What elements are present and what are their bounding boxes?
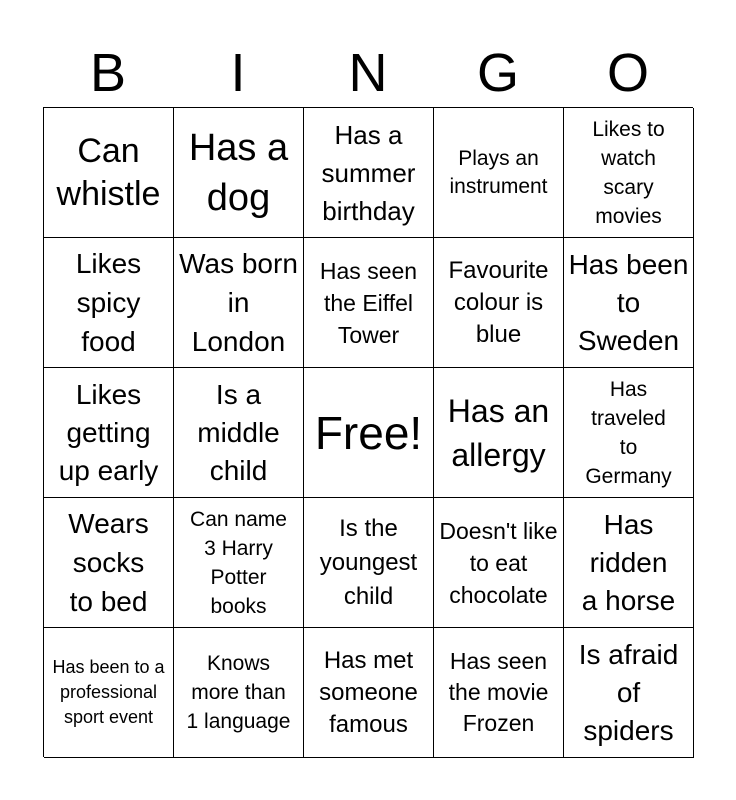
cell-text: Has seen the movie Frozen [448, 648, 549, 736]
cell-text: Has been to a professional sport event [52, 657, 165, 727]
cell-text: Has an allergy [447, 392, 550, 473]
cell-text: Likes getting up early [58, 378, 159, 486]
cell-text: Is the youngest child [319, 514, 418, 610]
bingo-cell[interactable] [304, 108, 434, 238]
bingo-free-cell[interactable] [304, 368, 434, 498]
cell-text: Is afraid of spiders [578, 638, 679, 746]
cell-text: Can whistle [56, 131, 161, 213]
bingo-cell[interactable] [174, 628, 304, 758]
bingo-cell[interactable] [564, 238, 694, 368]
header-letter-n: N [348, 43, 388, 103]
bingo-cell[interactable] [564, 368, 694, 498]
header-letter-g: G [476, 43, 519, 103]
cell-text: Has traveled to Germany [585, 377, 672, 488]
bingo-cell[interactable] [44, 368, 174, 498]
cell-text: Has seen the Eiffel Tower [319, 257, 418, 348]
cell-text: Was born in London [179, 248, 298, 357]
bingo-cell[interactable] [44, 108, 174, 238]
bingo-cell[interactable] [174, 108, 304, 238]
cell-text: Has met someone famous [319, 646, 418, 738]
cell-text: Wears socks to bed [68, 508, 149, 617]
bingo-cell[interactable] [304, 628, 434, 758]
bingo-cell[interactable] [174, 498, 304, 628]
bingo-card-grid [43, 107, 693, 757]
bingo-cell[interactable] [174, 238, 304, 368]
bingo-cell[interactable] [434, 628, 564, 758]
bingo-cell[interactable] [564, 628, 694, 758]
cell-text: Likes to watch scary movies [592, 117, 665, 228]
cell-text: Doesn't like to eat chocolate [439, 517, 558, 608]
header-letter-o: O [606, 43, 649, 103]
header-letter-i: I [230, 43, 246, 103]
cell-text: Is a middle child [197, 378, 280, 486]
bingo-cell[interactable] [174, 368, 304, 498]
bingo-cell[interactable] [564, 108, 694, 238]
cell-text: Likes spicy food [75, 248, 142, 357]
bingo-cell[interactable] [44, 238, 174, 368]
cell-text: Can name 3 Harry Potter books [190, 507, 287, 618]
bingo-cell[interactable] [44, 498, 174, 628]
bingo-cell[interactable] [434, 238, 564, 368]
cell-text: Has ridden a horse [581, 508, 676, 616]
cell-text: Has a summer birthday [321, 119, 416, 226]
cell-text: Plays an instrument [449, 146, 548, 198]
bingo-cell[interactable] [434, 368, 564, 498]
bingo-header [43, 42, 693, 104]
free-space-text: Free! [314, 406, 423, 459]
bingo-cell[interactable] [564, 498, 694, 628]
cell-text: Has a dog [188, 126, 289, 219]
cell-text: Knows more than 1 language [186, 652, 291, 733]
cell-text: Favourite colour is blue [448, 256, 549, 348]
header-letter-b: B [89, 43, 127, 103]
cell-text: Has been to Sweden [568, 248, 689, 356]
bingo-cell[interactable] [44, 628, 174, 758]
bingo-cell[interactable] [304, 238, 434, 368]
bingo-cell[interactable] [434, 498, 564, 628]
bingo-cell[interactable] [304, 498, 434, 628]
bingo-cell[interactable] [434, 108, 564, 238]
